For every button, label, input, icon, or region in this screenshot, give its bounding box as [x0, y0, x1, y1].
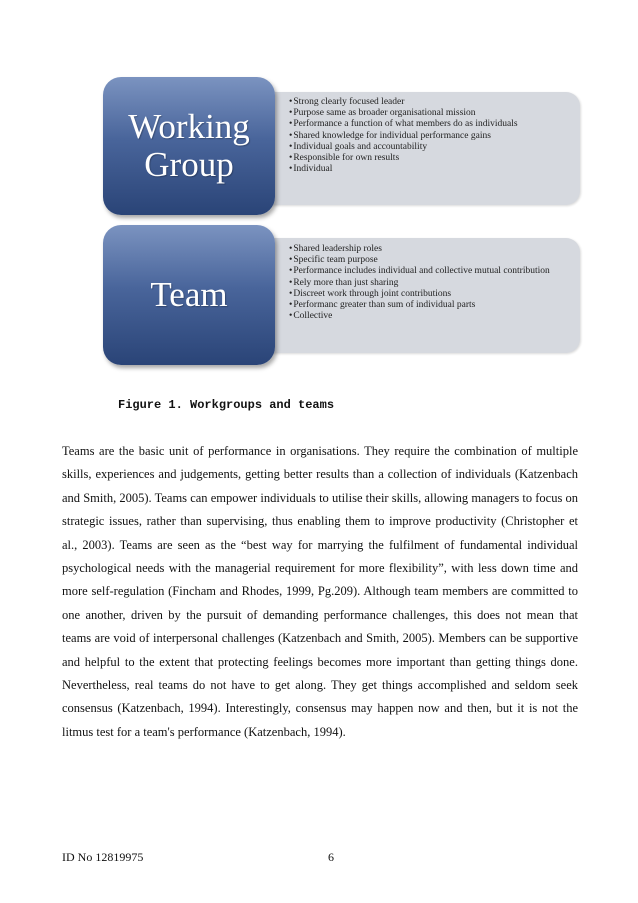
team-box [103, 225, 275, 365]
figure-caption: Figure 1. Workgroups and teams [118, 398, 335, 412]
bullet-item: • Collective [289, 311, 579, 322]
working-group-title [128, 108, 250, 184]
bullet-item: • Individual [289, 164, 579, 175]
bullet-item: • Performanc greater than sum of individual parts [289, 300, 579, 311]
page-number: 6 [328, 850, 334, 864]
team-bullets [289, 244, 579, 322]
bullet-item: • Individual goals and accountability [289, 142, 579, 153]
bullet-item: • Shared leadership roles [289, 244, 579, 255]
bullet-item: • Strong clearly focused leader [289, 97, 579, 108]
working-group-title-line2: Group [144, 145, 234, 184]
bullet-item: • Shared knowledge for individual performance gains [289, 131, 579, 142]
bullet-item: • Rely more than just sharing [289, 278, 579, 289]
bullet-item: • Performance includes individual and collective mutual contribution [289, 266, 579, 277]
bullet-item: • Discreet work through joint contributions [289, 289, 579, 300]
working-group-box [103, 77, 275, 215]
team-title: Team [150, 275, 228, 314]
footer-id: ID No 12819975 [62, 850, 144, 864]
bullet-item: • Specific team purpose [289, 255, 579, 266]
bullet-item: • Performance a function of what members do as individuals [289, 119, 579, 130]
bullet-item: • Purpose same as broader organisational mission [289, 108, 579, 119]
working-group-bullets [289, 97, 579, 175]
workgroups-teams-diagram [0, 0, 638, 380]
body-paragraph: Teams are the basic unit of performance in organisations. They require the combination of multiple skills, experiences and judgements, getting better results than a collection of individuals (Katzenbach and Smith, 2005). Teams can empower individuals to utilise their skills, allowing managers to focus on strategic issues, rather than supervising, thus enabling them to improve productivity (Christopher et al., 2003). Teams are seen as the “best way for marrying the fulfilment of fundamental individual psychological needs with the managerial requirement for more flexibility”, with less down time and more self-regulation (Fincham and Rhodes, 1999, Pg.209). Although team members are committed to one another, driven by the pursuit of demanding performance challenges, this does not mean that teams are void of interpersonal challenges (Katzenbach and Smith, 2005). Members can be supportive and helpful to the extent that protecting feelings becomes more important than getting things done. Nevertheless, real teams do not have to get along. They get things accomplished and seldom seek consensus (Katzenbach, 1994). Interestingly, consensus may happen now and then, but it is not the litmus test for a team's performance (Katzenbach, 1994). [62, 444, 578, 739]
working-group-title-line1: Working [128, 107, 250, 146]
bullet-item: • Responsible for own results [289, 153, 579, 164]
